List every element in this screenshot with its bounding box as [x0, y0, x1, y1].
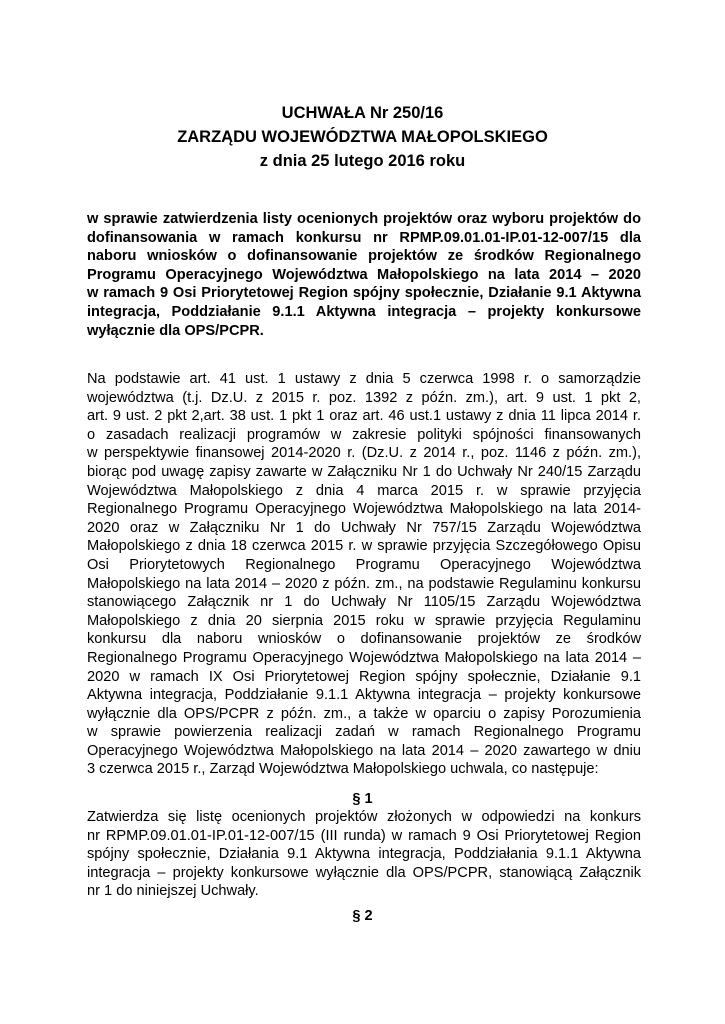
subject-line: w ramach 9 Osi Priorytetowej Region spójny społecznie, Działanie 9.1 Aktywna — [87, 285, 641, 302]
section-2-heading: § 2 — [352, 908, 373, 924]
paragraph-line: biorąc pod uwagę zapisy zawarte w Załączniku Nr 1 do Uchwały Nr 240/15 Zarządu — [87, 463, 641, 480]
paragraph-line: Na podstawie art. 41 ust. 1 ustawy z dnia 5 czerwca 1998 r. o samorządzie — [87, 371, 641, 387]
paragraph-line: w perspektywie finansowej 2014-2020 r. (Dz.U. z 2014 r., poz. 1146 z późn. zm.), — [87, 445, 641, 462]
paragraph-line: Regionalnego Programu Operacyjnego Województwa Małopolskiego na lata 2014- — [87, 501, 641, 518]
subject-line: integracja, Poddziałanie 9.1.1 Aktywna integracja – projekty konkursowe — [87, 303, 641, 320]
issuing-body: ZARZĄDU WOJEWÓDZTWA MAŁOPOLSKIEGO — [177, 128, 548, 146]
subject-line: naboru wniosków o dofinansowanie projektów ze środków Regionalnego — [87, 248, 641, 265]
paragraph-line: konkursu dla naboru wniosków o dofinansowanie projektów ze środków — [87, 631, 641, 648]
paragraph-line: o zasadach realizacji programów w zakresie polityki spójności finansowanych — [87, 426, 641, 443]
paragraph-line: 3 czerwca 2015 r., Zarząd Województwa Małopolskiego uchwala, co następuje: — [87, 761, 599, 778]
resolution-subject — [87, 210, 641, 340]
paragraph-line: wyłącznie dla OPS/PCPR z późn. zm., a także w oparciu o zapisy Porozumienia — [87, 705, 641, 722]
paragraph-line: Regionalnego Programu Operacyjnego Województwa Małopolskiego na lata 2014 – — [87, 649, 641, 666]
paragraph-line: Osi Priorytetowych Regionalnego Programu Operacyjnego Województwa — [87, 556, 641, 573]
paragraph-line: art. 9 ust. 2 pkt 2,art. 38 ust. 1 pkt 1 oraz art. 46 ust.1 ustawy z dnia 11 lipca 2014 r. — [87, 408, 641, 425]
paragraph-line: nr RPMP.09.01.01-IP.01-12-007/15 (III runda) w ramach 9 Osi Priorytetowej Region — [87, 827, 641, 844]
paragraph-line: Aktywna integracja, Poddziałanie 9.1.1 Aktywna integracja – projekty konkursowe — [87, 687, 641, 704]
paragraph-line: 2020 oraz w Załączniku Nr 1 do Uchwały Nr 757/15 Zarządu Województwa — [87, 519, 641, 536]
subject-line: wyłącznie dla OPS/PCPR. — [87, 322, 264, 339]
paragraph-line: w sprawie powierzenia realizacji zadań w ramach Regionalnego Programu — [87, 724, 641, 741]
paragraph-line: Województwa Małopolskiego z dnia 4 marca 2015 r. w sprawie przyjęcia — [87, 482, 641, 499]
subject-line: dofinansowania w ramach konkursu nr RPMP.09.01.01-IP.01-12-007/15 dla — [87, 229, 641, 246]
resolution-date: z dnia 25 lutego 2016 roku — [259, 152, 466, 170]
resolution-number: UCHWAŁA Nr 250/16 — [281, 104, 444, 122]
section-1-heading: § 1 — [352, 791, 373, 807]
paragraph-line: Operacyjnego Województwa Małopolskiego na lata 2014 – 2020 zawartego w dniu — [87, 742, 641, 759]
paragraph-line: Małopolskiego z dnia 18 czerwca 2015 r. w sprawie przyjęcia Szczegółowego Opisu — [87, 538, 641, 555]
paragraph-line: spójny społecznie, Działania 9.1 Aktywna integracja, Poddziałania 9.1.1 Aktywna — [87, 846, 641, 863]
subject-line: Programu Operacyjnego Województwa Małopolskiego na lata 2014 – 2020 — [87, 266, 641, 283]
paragraph-line: Małopolskiego z dnia 20 sierpnia 2015 roku w sprawie przyjęcia Regulaminu — [87, 612, 641, 629]
section-1-text — [87, 808, 641, 901]
paragraph-line: integracja – projekty konkursowe wyłącznie dla OPS/PCPR, stanowiącą Załącznik — [87, 864, 641, 881]
resolution-title — [0, 101, 725, 173]
paragraph-line: stanowiącego Załącznik nr 1 do Uchwały Nr 1105/15 Zarządu Województwa — [87, 594, 641, 611]
paragraph-line: województwa (t.j. Dz.U. z 2015 r. poz. 1392 z późn. zm.), art. 9 ust. 1 pkt 2, — [87, 389, 641, 406]
subject-line: w sprawie zatwierdzenia listy ocenionych projektów oraz wyboru projektów do — [87, 211, 641, 227]
paragraph-line: nr 1 do niniejszej Uchwały. — [87, 883, 259, 900]
legal-basis-paragraph — [87, 370, 641, 779]
paragraph-line: Małopolskiego na lata 2014 – 2020 z późn. zm., na podstawie Regulaminu konkursu — [87, 575, 641, 592]
paragraph-line: 2020 w ramach IX Osi Priorytetowej Region spójny społecznie, Działanie 9.1 — [87, 668, 641, 685]
paragraph-line: Zatwierdza się listę ocenionych projektów złożonych w odpowiedzi na konkurs — [87, 809, 641, 825]
